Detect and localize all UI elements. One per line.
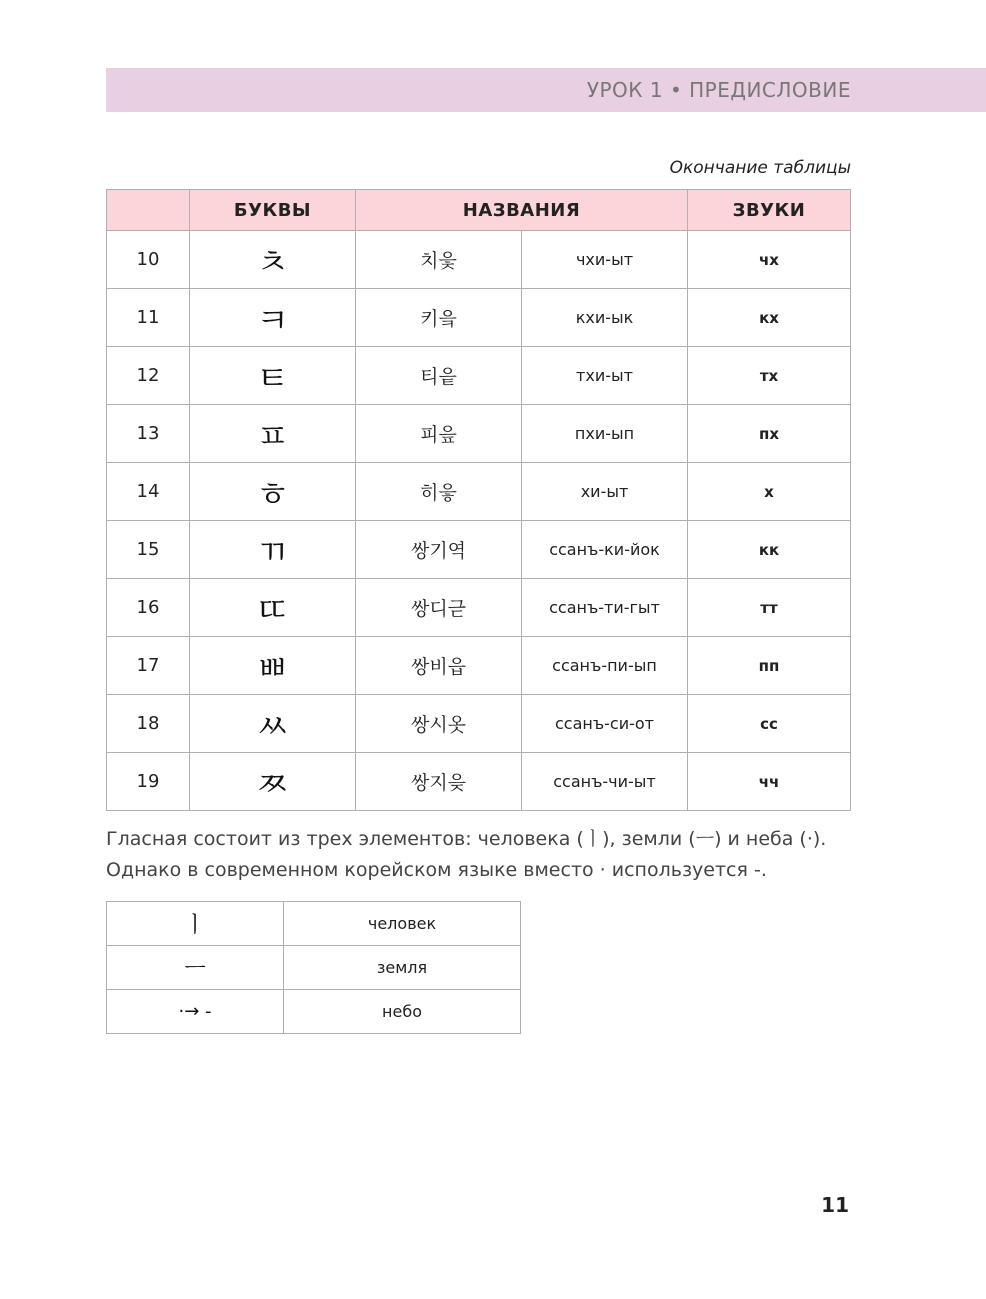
paragraph-line-2: Однако в современном корейском языке вместо · используется -. <box>106 859 767 881</box>
row-number: 13 <box>107 405 190 463</box>
table-row <box>107 990 521 1034</box>
row-sound: тх <box>688 347 851 405</box>
row-transcription: тхи-ыт <box>522 347 688 405</box>
running-header <box>587 78 851 102</box>
table-caption: Окончание таблицы <box>669 158 851 178</box>
row-korean-name: 쌍디귿 <box>356 579 522 637</box>
table-row <box>107 579 851 637</box>
row-sound: чх <box>688 231 851 289</box>
header-number-cell <box>107 190 190 231</box>
row-sound: пп <box>688 637 851 695</box>
row-number: 12 <box>107 347 190 405</box>
table-header-row <box>107 190 851 231</box>
row-letter: ㅉ <box>190 753 356 811</box>
row-sound: сс <box>688 695 851 753</box>
row-transcription: ссанъ-си-от <box>522 695 688 753</box>
row-letter: ㅋ <box>190 289 356 347</box>
table-row <box>107 289 851 347</box>
header-band <box>106 68 986 112</box>
row-letter: ㅃ <box>190 637 356 695</box>
element-name: небо <box>284 990 521 1034</box>
header-separator: • <box>669 78 683 102</box>
element-name: земля <box>284 946 521 990</box>
row-transcription: ссанъ-чи-ыт <box>522 753 688 811</box>
row-transcription: чхи-ыт <box>522 231 688 289</box>
header-letters: БУКВЫ <box>190 190 356 231</box>
row-korean-name: 치읓 <box>356 231 522 289</box>
row-letter: ㄸ <box>190 579 356 637</box>
section-label: ПРЕДИСЛОВИЕ <box>689 78 851 102</box>
table-row <box>107 946 521 990</box>
row-number: 11 <box>107 289 190 347</box>
row-letter: ㅊ <box>190 231 356 289</box>
row-letter: ㅍ <box>190 405 356 463</box>
row-korean-name: 키읔 <box>356 289 522 347</box>
table-row <box>107 463 851 521</box>
row-korean-name: 티읕 <box>356 347 522 405</box>
consonant-table <box>106 189 851 811</box>
row-number: 19 <box>107 753 190 811</box>
row-korean-name: 쌍비읍 <box>356 637 522 695</box>
row-letter: ㄲ <box>190 521 356 579</box>
row-number: 17 <box>107 637 190 695</box>
row-korean-name: 피읖 <box>356 405 522 463</box>
row-sound: кх <box>688 289 851 347</box>
table-row <box>107 231 851 289</box>
row-transcription: хи-ыт <box>522 463 688 521</box>
element-symbol: ㅡ <box>107 946 284 990</box>
row-number: 14 <box>107 463 190 521</box>
row-sound: х <box>688 463 851 521</box>
row-transcription: ссанъ-ки-йок <box>522 521 688 579</box>
page-number: 11 <box>821 1193 849 1217</box>
row-letter: ㅌ <box>190 347 356 405</box>
lesson-label: УРОК 1 <box>586 78 664 102</box>
table-row <box>107 902 521 946</box>
header-names: НАЗВАНИЯ <box>356 190 688 231</box>
row-transcription: ссанъ-пи-ып <box>522 637 688 695</box>
table-row <box>107 521 851 579</box>
table-row <box>107 637 851 695</box>
row-korean-name: 히읗 <box>356 463 522 521</box>
row-letter: ㅎ <box>190 463 356 521</box>
vowel-elements-table <box>106 901 521 1034</box>
table-row <box>107 753 851 811</box>
table-row <box>107 405 851 463</box>
row-number: 15 <box>107 521 190 579</box>
header-sounds: ЗВУКИ <box>688 190 851 231</box>
element-symbol: ·→ - <box>107 990 284 1034</box>
row-korean-name: 쌍시옷 <box>356 695 522 753</box>
paragraph-line-1: Гласная состоит из трех элементов: человека (ㅣ), земли (ㅡ) и неба (·). <box>106 828 827 850</box>
row-sound: чч <box>688 753 851 811</box>
element-name: человек <box>284 902 521 946</box>
row-number: 16 <box>107 579 190 637</box>
row-transcription: кхи-ык <box>522 289 688 347</box>
row-korean-name: 쌍기역 <box>356 521 522 579</box>
table-row <box>107 695 851 753</box>
row-korean-name: 쌍지읒 <box>356 753 522 811</box>
row-transcription: пхи-ып <box>522 405 688 463</box>
row-transcription: ссанъ-ти-гыт <box>522 579 688 637</box>
vowel-explanation <box>106 824 866 886</box>
row-sound: тт <box>688 579 851 637</box>
row-number: 18 <box>107 695 190 753</box>
table-row <box>107 347 851 405</box>
row-number: 10 <box>107 231 190 289</box>
row-sound: пх <box>688 405 851 463</box>
element-symbol: ㅣ <box>107 902 284 946</box>
row-letter: ㅆ <box>190 695 356 753</box>
row-sound: кк <box>688 521 851 579</box>
